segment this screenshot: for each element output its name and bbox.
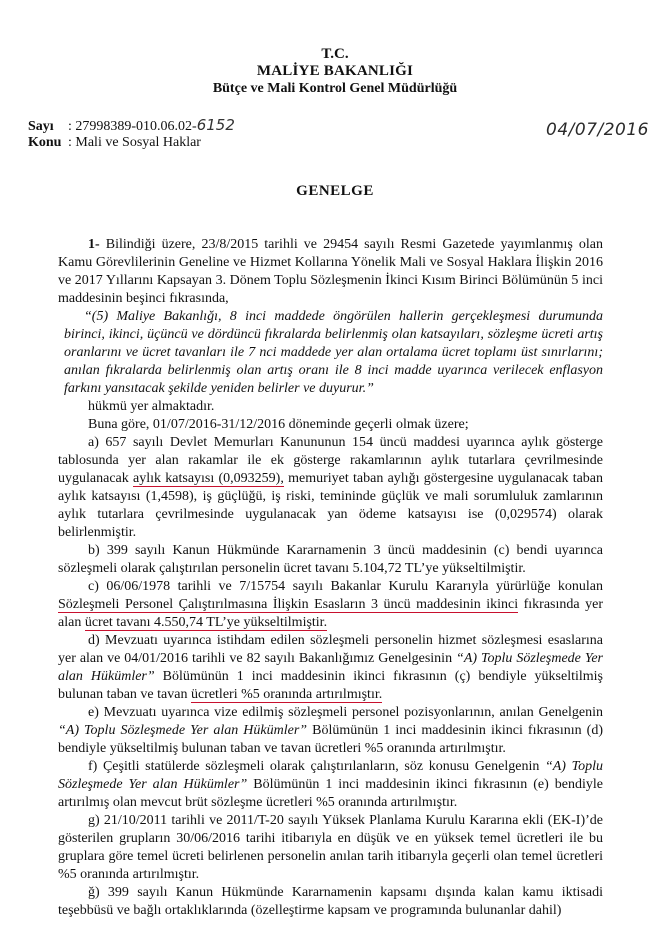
- item-d-underlined: ücretleri %5 oranında artırılmıştır.: [190, 687, 383, 702]
- buna-gore-line: Buna göre, 01/07/2016-31/12/2016 döneminde geçerli olmak üzere;: [88, 417, 469, 432]
- sayi-row: [28, 117, 235, 135]
- sayi-value: : 27998389-010.06.02-: [68, 119, 197, 134]
- letterhead-ministry: MALİYE BAKANLIĞI: [256, 63, 414, 79]
- paragraph-1: [58, 236, 603, 308]
- paragraph-number: 1-: [88, 237, 100, 252]
- item-g: g) 21/10/2011 tarihli ve 2011/T-20 sayılı Yüksek Planlama Kurulu Kararına ekli (EK-I)’de gösterilen grupların 30/06/2016 tarihi itibarıyla en düşük ve en yüksek temel ücretleri ile bu gruplara göre temel ücreti belirlenen personelin anılan tarih itibarıyla geçerli olan temel ücretleri %5 oranında artırılmıştır.: [58, 813, 603, 882]
- item-a-underlined: aylık katsayısı (0,093259),: [133, 471, 284, 486]
- letterhead-department: Bütçe ve Mali Kontrol Genel Müdürlüğü: [212, 81, 458, 96]
- sayi-label: Sayı: [28, 119, 54, 134]
- item-e-text-2: Bölümünün 1 inci maddesinin ikinci fıkrasının (d) bendiyle yükseltilmiş bulunan taban ve tavan ücretleri %5 oranında artırılmıştır.: [58, 723, 603, 756]
- sayi-handwritten-number: 6152: [196, 116, 235, 134]
- document-body: [58, 236, 603, 920]
- item-gg: ğ) 399 sayılı Kanun Hükmünde Kararnamenin kapsamı dışında kalan kamu iktisadi teşebbüsü ve bağlı ortaklıklarında (özelleştirme kapsam ve programında bulunanlar dahil): [58, 885, 603, 918]
- item-f-text-1: f) Çeşitli statülerde sözleşmeli olarak çalıştırılanların, söz konusu Genelgenin: [88, 759, 545, 774]
- item-f: [58, 758, 603, 812]
- letterhead-country: T.C.: [321, 46, 349, 62]
- item-c: [58, 578, 603, 632]
- item-c-underlined-2: ücret tavanı 4.550,74 TL’ye yükseltilmiştir.: [84, 615, 328, 630]
- item-d: [58, 632, 603, 704]
- item-d-text-2: Bölümünün 1 inci maddesinin ikinci fıkrasının (ç) bendiyle yükseltilmiş bulunan taban ve tavan: [58, 669, 603, 702]
- item-c-text-2: fıkrasında yer alan: [58, 597, 603, 630]
- handwritten-date: 04/07/2016: [546, 120, 649, 140]
- document-title: GENELGE: [296, 183, 374, 199]
- item-a-text-1: a) 657 sayılı Devlet Memurları Kanununun 154 üncü maddesi uyarınca aylık gösterge tablosunda yer alan rakamlar ile ek gösterge rakamlarının aylık tutarlara çevrilmesinde uygulanacak: [58, 435, 603, 486]
- konu-label: Konu: [28, 135, 62, 150]
- item-a: [58, 434, 603, 542]
- item-e-text-1: e) Mevzuatı uyarınca vize edilmiş sözleşmeli personel pozisyonlarının, anılan Genelgenin: [88, 705, 603, 720]
- konu-row: [28, 135, 235, 151]
- konu-value: : Mali ve Sosyal Haklar: [68, 135, 201, 150]
- item-c-underlined-1: Sözleşmeli Personel Çalıştırılmasına İlişkin Esasların 3 üncü maddesinin ikinci: [58, 597, 519, 612]
- item-c-text-1: c) 06/06/1978 tarihli ve 7/15754 sayılı Bakanlar Kurulu Kararıyla yürürlüğe konulan: [88, 579, 603, 594]
- paragraph-1-text: Bilindiği üzere, 23/8/2015 tarihli ve 29454 sayılı Resmi Gazetede yayımlanmış olan Kamu Görevlilerinin Geneline ve Hizmet Kollarına Yönelik Mali ve Sosyal Haklara İlişkin 2016 ve 2017 Yıllarını Kapsayan 3. Dönem Toplu Sözleşmenin İkinci Kısım Birinci Bölümünün 5 inci maddesinin beşinci fıkrasında,: [58, 237, 603, 306]
- letterhead: [0, 46, 670, 97]
- item-a-text-2: memuriyet taban aylığı göstergesine uygulanacak taban aylık katsayısı (1,4598), iş güçlüğü, iş riski, temininde güçlük ve mali sorumluluk zamlarının aylık tutarlara çevrilmesinde uygulanacak yan ödeme katsayısı ise (0,029574) olarak belirlenmiştir.: [58, 471, 604, 540]
- item-e-italic: “A) Toplu Sözleşmede Yer alan Hükümler”: [58, 723, 308, 738]
- document-meta: [28, 117, 235, 151]
- item-b: b) 399 sayılı Kanun Hükmünde Kararnamenin 3 üncü maddesinin (c) bendi uyarınca sözleşmeli olarak çalıştırılan personelin ücret tavanı 5.104,72 TL’ye yükseltilmiştir.: [58, 543, 603, 576]
- item-e: [58, 704, 603, 758]
- item-f-italic: “A) Toplu Sözleşmede Yer alan Hükümler”: [58, 759, 603, 792]
- item-d-text-1: d) Mevzuatı uyarınca istihdam edilen sözleşmeli personelin hizmet sözleşmesi esaslarına yer alan ve 04/01/2016 tarihli ve 82 sayılı Bakanlığımız Genelgesinin: [58, 633, 603, 666]
- hukmu-line: hükmü yer almaktadır.: [88, 399, 215, 414]
- item-d-italic: “A) Toplu Sözleşmede Yer alan Hükümler”: [58, 651, 603, 684]
- item-f-text-2: Bölümünün 1 inci maddesinin ikinci fıkrasının (e) bendiyle artırılmış olan mevcut brüt sözleşme ücretleri %5 oranında artırılmıştır.: [58, 777, 603, 810]
- quoted-provision: “(5) Maliye Bakanlığı, 8 inci maddede öngörülen hallerin gerçekleşmesi durumunda birinci, ikinci, üçüncü ve dördüncü fıkralarda belirlenmiş olan katsayıları, sözleşme ücreti artış oranlarını ve ücret tavanları ile 7 nci maddede yer alan ortalama ücret toplamı üst sınırlarını; anılan fıkralarda belirlenmiş olan artış oranı ile 8 inci madde uyarınca verilecek enflasyon farkını yansıtacak şekilde yeniden belirler ve duyurur.”: [64, 309, 603, 396]
